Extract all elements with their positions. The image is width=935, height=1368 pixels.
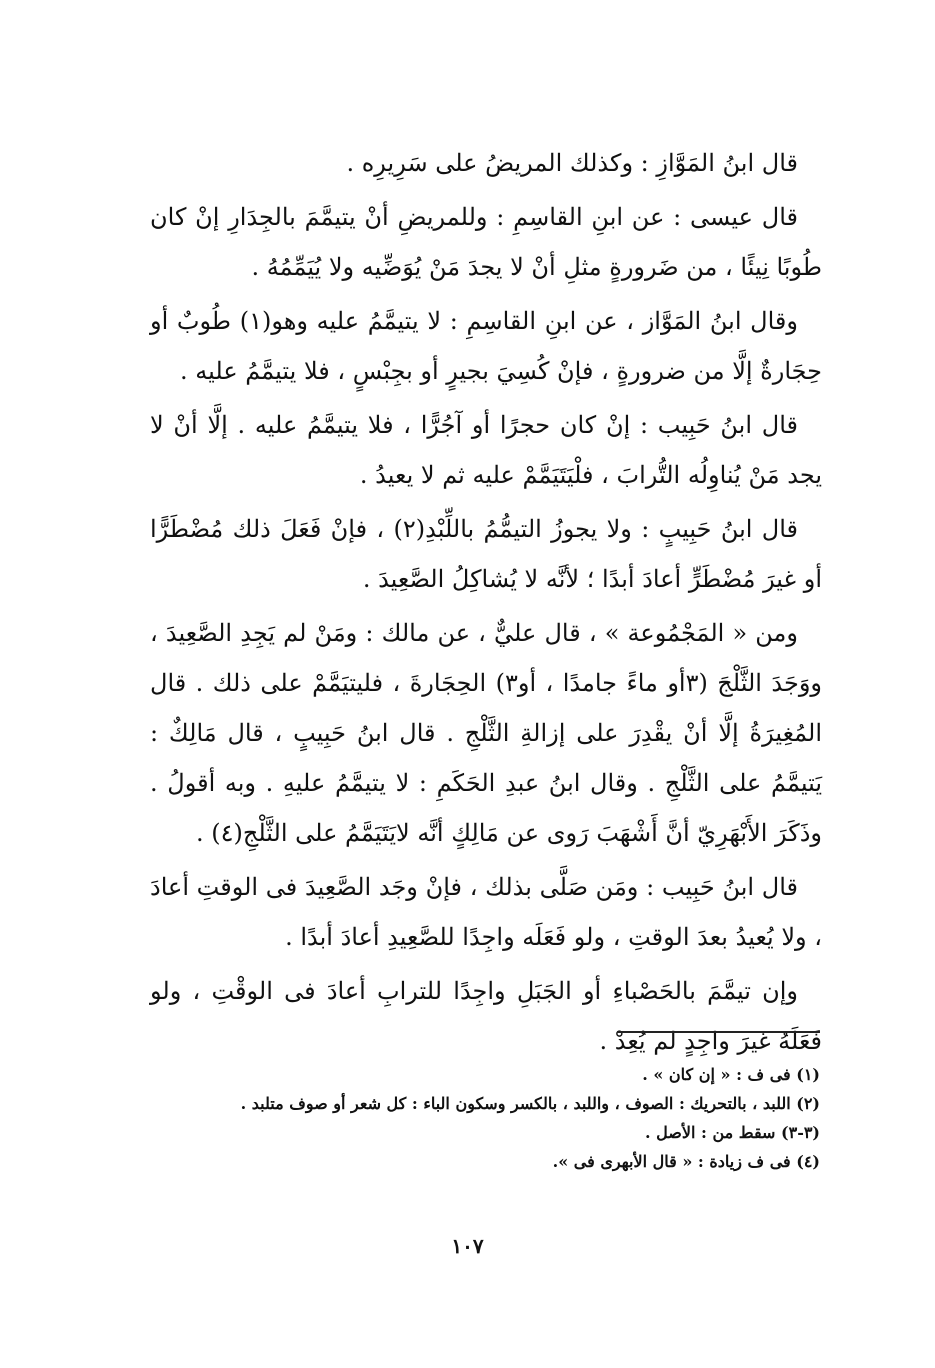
footnote: (١) فى ف : « إن كان » . [642,1065,820,1084]
paragraph: قال عيسى : عن ابنِ القاسِمِ : وللمريضِ أنْ يتيمَّمَ بالجِدَارِ إنْ كان طُوبًا نِيئًا ، من ضَرورةٍ مثلِ أنْ لا يجدَ مَنْ يُوَضِّيه ولا يُيَمِّمُهُ . [150,203,822,281]
footnote: (٣-٣) سقط من : الأصل . [644,1123,820,1142]
paragraph: قال ابنُ حَبِيبٍ : ولا يجوزُ التيمُّمُ باللِّبْدِ(٢) ، فإنْ فَعَلَ ذلك مُضْطَرًّا أو غيرَ مُضْطَرٍّ أعادَ أبدًا ؛ لأنَّه لا يُشاكِلُ الصَّعِيدَ . [150,515,822,593]
footnotes [150,1060,820,1176]
paragraph: وإن تيمَّمَ بالحَصْباءِ أو الجَبَلِ واجِدًا للترابِ أعادَ فى الوقْتِ ، ولو فَعَلَهُ غيرَ واجِدٍ لم يُعِدْ . [150,977,822,1055]
main-text [150,138,822,1070]
footnote-divider [617,1031,820,1033]
footnote: (٢) اللبد ، بالتحريك : الصوف ، واللبد ، بالكسر وسكون الباء : كل شعر أو صوف متلبد . [240,1094,820,1113]
footnote: (٤) فى ف زيادة : « قال الأبهرى فى ». [552,1152,820,1171]
paragraph: قال ابنُ المَوَّازِ : وكذلك المريضُ على سَرِيرِه . [346,149,798,177]
paragraph: قال ابنُ حَبِيب : إنْ كان حجرًا أو آجُرًّا ، فلا يتيمَّمُ عليه . إلَّا أنْ لا يجد مَنْ يُناوِلُه التُّرابَ ، فلْيَتَيَمَّمْ عليه ثم لا يعيدُ . [150,411,822,489]
paragraph: قال ابنُ حَبِيب : ومَن صَلَّى بذلك ، فإنْ وجَد الصَّعِيدَ فى الوقتِ أعادَ ، ولا يُعيدُ بعدَ الوقتِ ، ولو فَعَلَه واجِدًا للصَّعِيدِ أعادَ أبدًا . [150,873,822,951]
paragraph: وقال ابنُ المَوَّاز ، عن ابنِ القاسِمِ : لا يتيمَّمُ عليه وهو(١) طُوبٌ أو حِجَارةٌ إلَّا من ضرورةٍ ، فإنْ كُسِيَ بجيرٍ أو بجِبْسٍ ، فلا يتيمَّمُ عليه . [150,307,822,385]
paragraph: ومن « المَجْمُوعة » ، قال عليٌّ ، عن مالك : ومَنْ لم يَجِدِ الصَّعِيدَ ، ووَجَدَ الثَّلْجَ (٣أو ماءً جامدًا ، أو٣) الحِجَارةَ ، فليتيَمَّمْ على ذلك . قال المُغِيرَةُ إلَّا أنْ يقْدِرَ على إزالةِ الثَّلْجِ . قال ابنُ حَبِيبٍ ، قال مَالِكٌ : يَتيمَّمُ على الثَّلْجِ . وقال ابنُ عبدِ الحَكَمِ : لا يتيمَّمُ عليهِ . وبه أقولُ . وذَكَرَ الأَبْهَرِيّ أنَّ أَشْهَبَ رَوى عن مَالِكٍ أنَّه لايَتَيَمَّمُ على الثَّلْجِ(٤) . [150,619,823,847]
page-number: ١٠٧ [451,1234,484,1258]
